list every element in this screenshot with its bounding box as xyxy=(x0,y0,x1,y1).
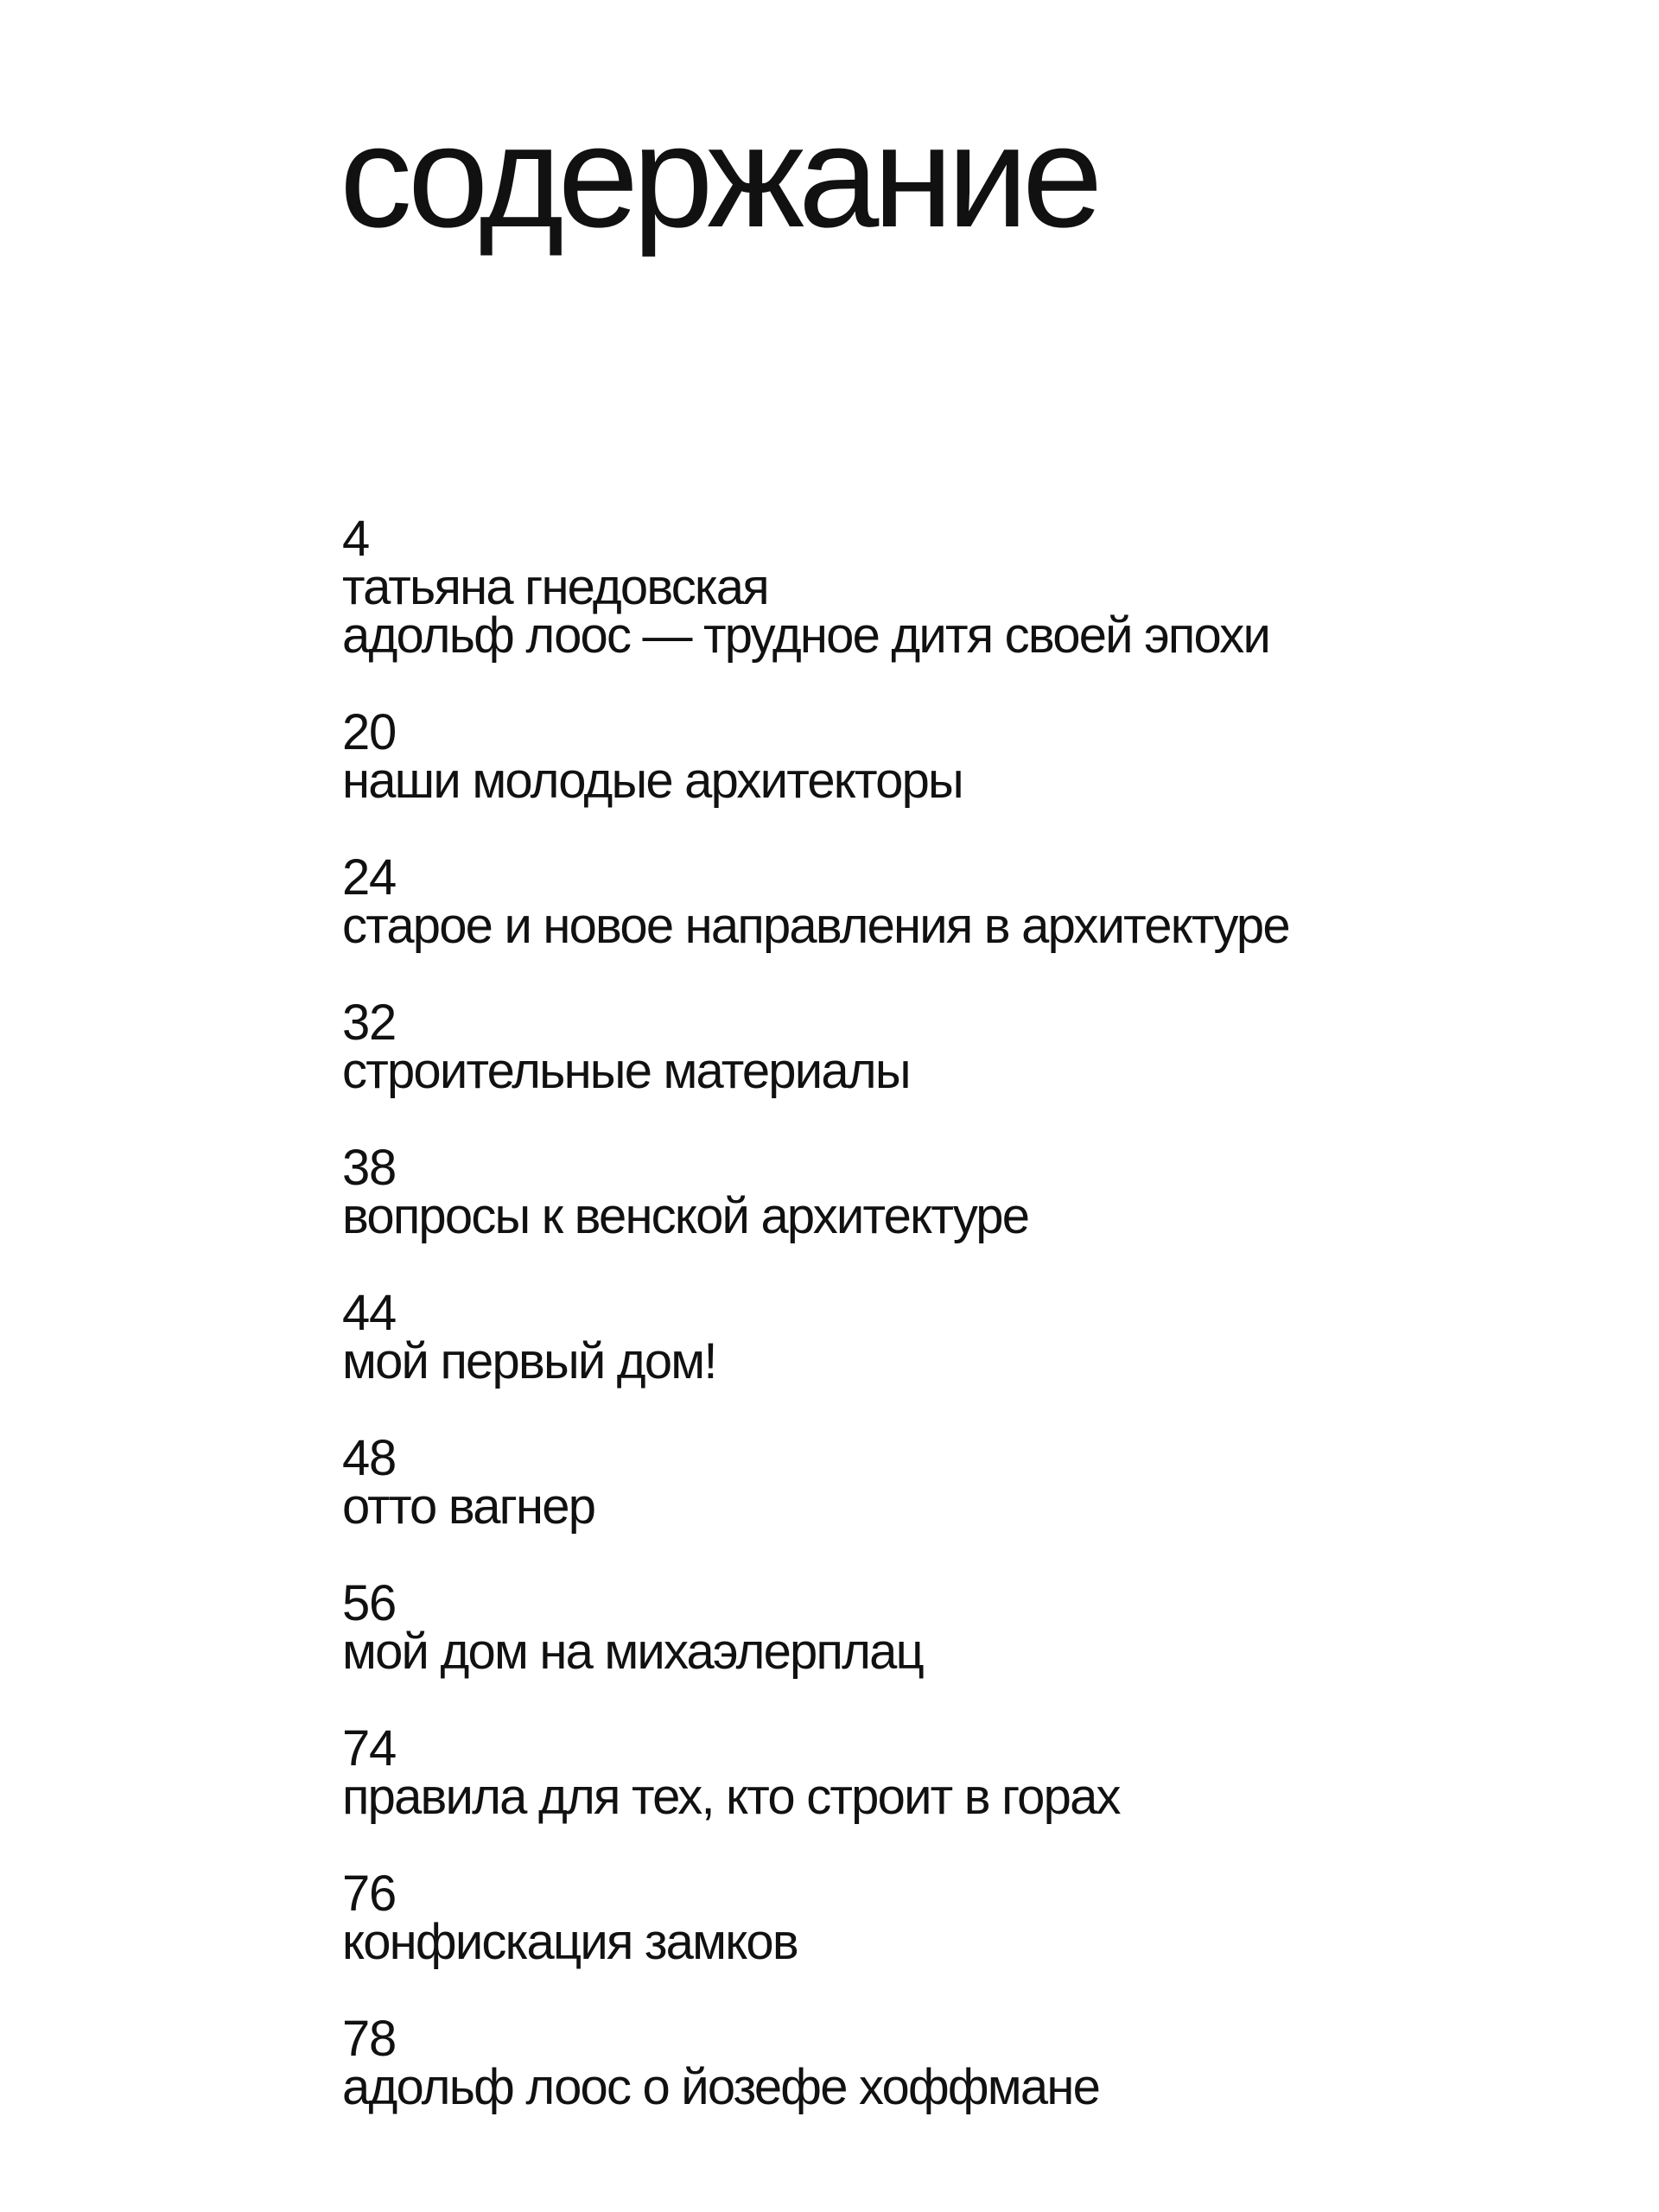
toc-entry xyxy=(342,1866,1612,2015)
toc-entry xyxy=(342,1575,1612,1725)
toc-title: правила для тех, кто строит в горах xyxy=(342,1769,1120,1825)
page-title: содержание xyxy=(340,95,1097,257)
toc-entry xyxy=(342,995,1612,1144)
toc-entry xyxy=(342,849,1612,999)
toc-page-number: 38 xyxy=(342,1140,397,1196)
toc-entry xyxy=(342,1720,1612,1870)
toc-title: вопросы к венской архитектуре xyxy=(342,1188,1029,1244)
toc-title: наши молодые архитекторы xyxy=(342,753,963,809)
toc-entry xyxy=(342,1140,1612,1289)
toc-title: адольф лоос — трудное дитя своей эпохи xyxy=(342,607,1270,664)
toc-title: старое и новое направления в архитектуре xyxy=(342,898,1289,954)
toc-entry xyxy=(342,2011,1612,2160)
toc-page-number: 4 xyxy=(342,511,370,567)
toc-page-number: 44 xyxy=(342,1285,397,1341)
toc-author: татьяна гнедовская xyxy=(342,559,768,615)
toc-page-number: 74 xyxy=(342,1720,397,1777)
toc-title: адольф лоос о йозефе хоффмане xyxy=(342,2059,1100,2115)
toc-entry xyxy=(342,1430,1612,1580)
toc-entry xyxy=(342,704,1612,854)
toc-page-number: 76 xyxy=(342,1866,397,1922)
toc-page-number: 56 xyxy=(342,1575,397,1631)
toc-page-number: 78 xyxy=(342,2011,397,2067)
toc-title: отто вагнер xyxy=(342,1478,595,1535)
toc-entry xyxy=(342,511,1612,709)
toc-title: мой первый дом! xyxy=(342,1333,716,1389)
toc-title: мой дом на михаэлерплац xyxy=(342,1624,924,1680)
toc-page-number: 20 xyxy=(342,704,397,760)
toc-page-number: 32 xyxy=(342,995,397,1051)
toc-title: строительные материалы xyxy=(342,1043,910,1099)
toc-title: конфискация замков xyxy=(342,1914,798,1970)
toc-page-number: 48 xyxy=(342,1430,397,1486)
toc-page-number: 24 xyxy=(342,849,397,906)
table-of-contents xyxy=(342,511,1612,2160)
toc-entry xyxy=(342,1285,1612,1434)
